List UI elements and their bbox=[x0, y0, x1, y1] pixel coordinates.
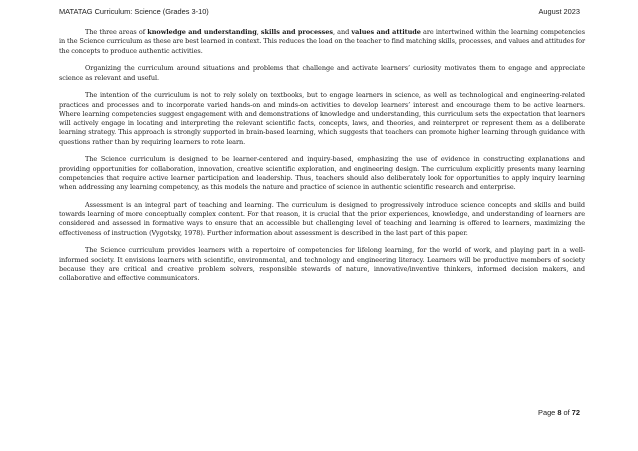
paragraph-text: are intertwined within the learning competencies in the Science curriculum as these are best learned in context. This reduces the load on the teacher to find matching skills, processes, and values and attitudes for the concepts to produce authentic activities. bbox=[59, 28, 585, 55]
page-header bbox=[59, 7, 580, 16]
emphasis-values-attitude: values and attitude bbox=[351, 28, 421, 36]
page-label: Page bbox=[538, 408, 558, 417]
paragraph-learning-areas bbox=[59, 28, 585, 56]
paragraph-text: , and bbox=[332, 28, 352, 36]
header-date: August 2023 bbox=[538, 7, 580, 16]
header-document-title: MATATAG Curriculum: Science (Grades 3-10) bbox=[59, 7, 209, 16]
paragraph-assessment: Assessment is an integral part of teaching and learning. The curriculum is designed to progressively introduce science concepts and skills and build towards learning of more conceptually complex content. For that reason, it is crucial that the prior experiences, knowledge, and understanding of learners are considered and assessed in formative ways to ensure that an accessible but challenging level of teaching and learning is offered to learners, maximizing the effectiveness of instruction (Vygotsky, 1978). Further information about assessment is described in the last part of this paper. bbox=[59, 200, 585, 237]
page-number: 8 bbox=[557, 408, 562, 417]
page-footer bbox=[538, 408, 580, 417]
emphasis-knowledge-understanding: knowledge and understanding bbox=[147, 28, 257, 36]
paragraph-text: , bbox=[256, 28, 261, 36]
paragraph-lifelong-learning: The Science curriculum provides learners with a repertoire of competencies for lifelong learning, for the world of work, and playing part in a well-informed society. It envisions learners with scientific, environmental, and technology and engineering literacy. Learners will be productive members of society because they are critical and creative problem solvers, responsible stewards of nature, innovative/inventive thinkers, informed decision makers, and collaborative and effective communicators. bbox=[59, 246, 585, 282]
paragraph-text: The three areas of bbox=[85, 28, 148, 36]
page-of-label: of bbox=[561, 408, 572, 417]
emphasis-skills-processes: skills and processes bbox=[260, 28, 333, 36]
page-total: 72 bbox=[571, 408, 580, 417]
paragraph-learner-centered: The Science curriculum is designed to be learner-centered and inquiry-based, emphasizing the use of evidence in constructing explanations and providing opportunities for collaboration, innovation, creative scientific exploration, and engineering design. The curriculum explicitly presents many learning competencies that require active learner participation and leadership. Thus, teachers should also deliberately look for opportunities to apply inquiry learning when addressing any learning competency, as this models the nature and practice of science in authentic scientific research and enterprise. bbox=[59, 155, 585, 191]
paragraph-organizing-curriculum: Organizing the curriculum around situations and problems that challenge and activate learners’ curiosity motivates them to engage and appreciate science as relevant and useful. bbox=[59, 64, 585, 82]
paragraph-curriculum-intention: The intention of the curriculum is not to rely solely on textbooks, but to engage learners in science, as well as technological and engineering-related practices and processes and to incorporate varied hands-on and minds-on activities to develop learners’ interest and encourage them to be active learners. Where learning competencies suggest engagement with and demonstrations of knowledge and understanding, this curriculum sets the expectation that learners will actively engage in locating and interpreting the relevant scientific facts, concepts, laws, and theories, and reinterpret or represent them as a deliberate learning strategy. This approach is strongly supported in brain-based learning, which suggests that teachers can promote higher learning through guidance with questions rather than by requiring learners to rote learn. bbox=[59, 91, 585, 146]
body-text bbox=[59, 28, 585, 292]
